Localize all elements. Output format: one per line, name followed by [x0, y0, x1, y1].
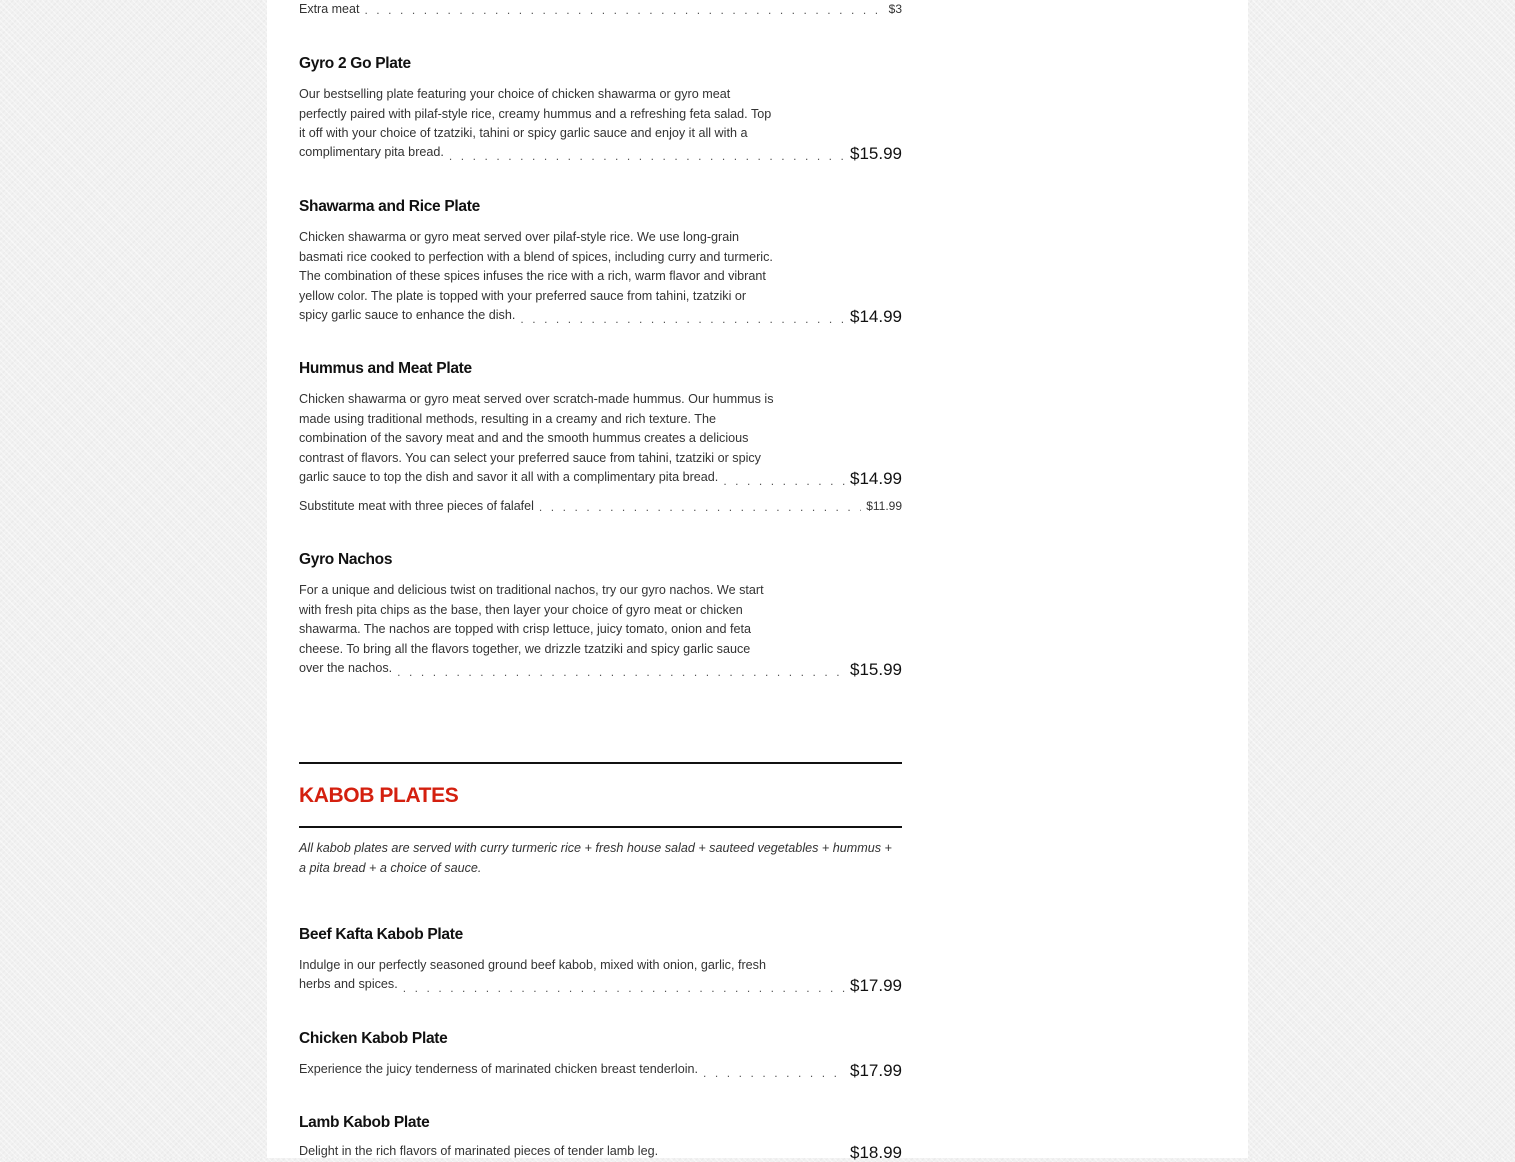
gyro-2-go-price: $15.99 [850, 143, 902, 163]
gyro-nachos-price: $15.99 [850, 659, 902, 679]
desc-line: combination of the savory meat and and the smooth hummus creates a delicious [299, 431, 749, 445]
hummus-meat-price: $14.99 [850, 468, 902, 488]
leader-dots [539, 500, 861, 514]
beef-kafta-price-row [299, 975, 902, 995]
desc-line: over the nachos. [299, 661, 393, 675]
leader-dots [723, 474, 845, 488]
gyro-nachos-title: Gyro Nachos [299, 551, 393, 568]
gyro-nachos-price-row [299, 659, 902, 679]
desc-line: complimentary pita bread. [299, 145, 444, 159]
menu-page [267, 0, 1248, 1162]
desc-line: Indulge in our perfectly seasoned ground beef kabob, mixed with onion, garlic, fresh [299, 958, 766, 972]
lamb-kabob-price-row [299, 1142, 902, 1162]
section-divider-bottom [299, 826, 902, 828]
beef-kafta-description [299, 956, 804, 976]
falafel-substitute-price: $11.99 [866, 499, 902, 513]
desc-line: basmati rice cooked to perfection with a blend of spices, including curry and turmeric. [299, 249, 773, 264]
extra-meat-label: Extra meat [299, 2, 360, 16]
lamb-kabob-price: $18.99 [850, 1142, 902, 1162]
beef-kafta-price: $17.99 [850, 975, 902, 995]
shawarma-rice-price: $14.99 [850, 306, 902, 326]
desc-line: Experience the juicy tenderness of marinated chicken breast tenderloin. [299, 1062, 699, 1076]
desc-line: For a unique and delicious twist on traditional nachos, try our gyro nachos. We start [299, 583, 764, 597]
desc-line: spicy garlic sauce to enhance the dish. [299, 308, 516, 322]
kabob-section-note: All kabob plates are served with curry turmeric rice + fresh house salad + sauteed vegetables + hummus + a pita bread + a choice of sauce. [299, 841, 892, 875]
desc-line: shawarma. The nachos are topped with crisp lettuce, juicy tomato, onion and feta [299, 622, 751, 636]
desc-line: cheese. To bring all the flavors together, we drizzle tzatziki and spicy garlic sauce [299, 641, 751, 656]
desc-line: Chicken shawarma or gyro meat served over pilaf-style rice. We use long-grain [299, 230, 740, 244]
desc-line: Our bestselling plate featuring your choice of chicken shawarma or gyro meat [299, 87, 731, 101]
hummus-meat-price-row [299, 468, 902, 488]
desc-line: perfectly paired with pilaf-style rice, creamy hummus and a refreshing feta salad. Top [299, 106, 772, 121]
desc-line: contrast of flavors. You can select your preferred sauce from tahini, tzatziki or spicy [299, 450, 761, 465]
desc-line: made using traditional methods, resulting in a creamy and rich texture. The [299, 411, 716, 426]
extra-meat-row [299, 2, 902, 17]
desc-line: with fresh pita chips as the base, then layer your choice of gyro meat or chicken [299, 602, 743, 617]
desc-line: Delight in the rich flavors of marinated pieces of tender lamb leg. [299, 1144, 659, 1158]
lamb-kabob-title: Lamb Kabob Plate [299, 1114, 430, 1131]
hummus-meat-description [299, 390, 804, 468]
gyro-2-go-description [299, 85, 804, 144]
hummus-meat-title: Hummus and Meat Plate [299, 360, 472, 377]
desc-line: it off with your choice of tzatziki, tahini or spicy garlic sauce and enjoy it all with a [299, 126, 748, 140]
desc-line: garlic sauce to top the dish and savor it all with a complimentary pita bread. [299, 470, 719, 484]
kabob-section-title: KABOB PLATES [299, 784, 459, 807]
leader-dots [397, 665, 845, 679]
section-divider-top [299, 762, 902, 764]
leader-dots [449, 149, 845, 163]
shawarma-rice-price-row [299, 306, 902, 326]
gyro-2-go-title: Gyro 2 Go Plate [299, 55, 411, 72]
leader-dots [403, 981, 845, 995]
desc-line: Chicken shawarma or gyro meat served over scratch-made hummus. Our hummus is [299, 392, 774, 406]
leader-dots [364, 3, 883, 17]
desc-line: yellow color. The plate is topped with your preferred sauce from tahini, tzatziki or [299, 288, 747, 303]
gyro-nachos-description [299, 581, 804, 659]
desc-line: herbs and spices. [299, 977, 398, 991]
leader-dots [703, 1066, 845, 1080]
shawarma-rice-description [299, 228, 804, 306]
extra-meat-price: $3 [888, 2, 902, 16]
chicken-kabob-price-row [299, 1060, 902, 1080]
desc-line: The combination of these spices infuses the rice with a rich, warm flavor and vibrant [299, 269, 766, 283]
gyro-2-go-price-row [299, 143, 902, 163]
falafel-substitute-label: Substitute meat with three pieces of falafel [299, 499, 534, 513]
chicken-kabob-title: Chicken Kabob Plate [299, 1030, 448, 1047]
chicken-kabob-price: $17.99 [850, 1060, 902, 1080]
leader-dots [520, 312, 845, 326]
beef-kafta-title: Beef Kafta Kabob Plate [299, 926, 463, 943]
falafel-substitute-row [299, 499, 902, 514]
shawarma-rice-title: Shawarma and Rice Plate [299, 198, 480, 215]
